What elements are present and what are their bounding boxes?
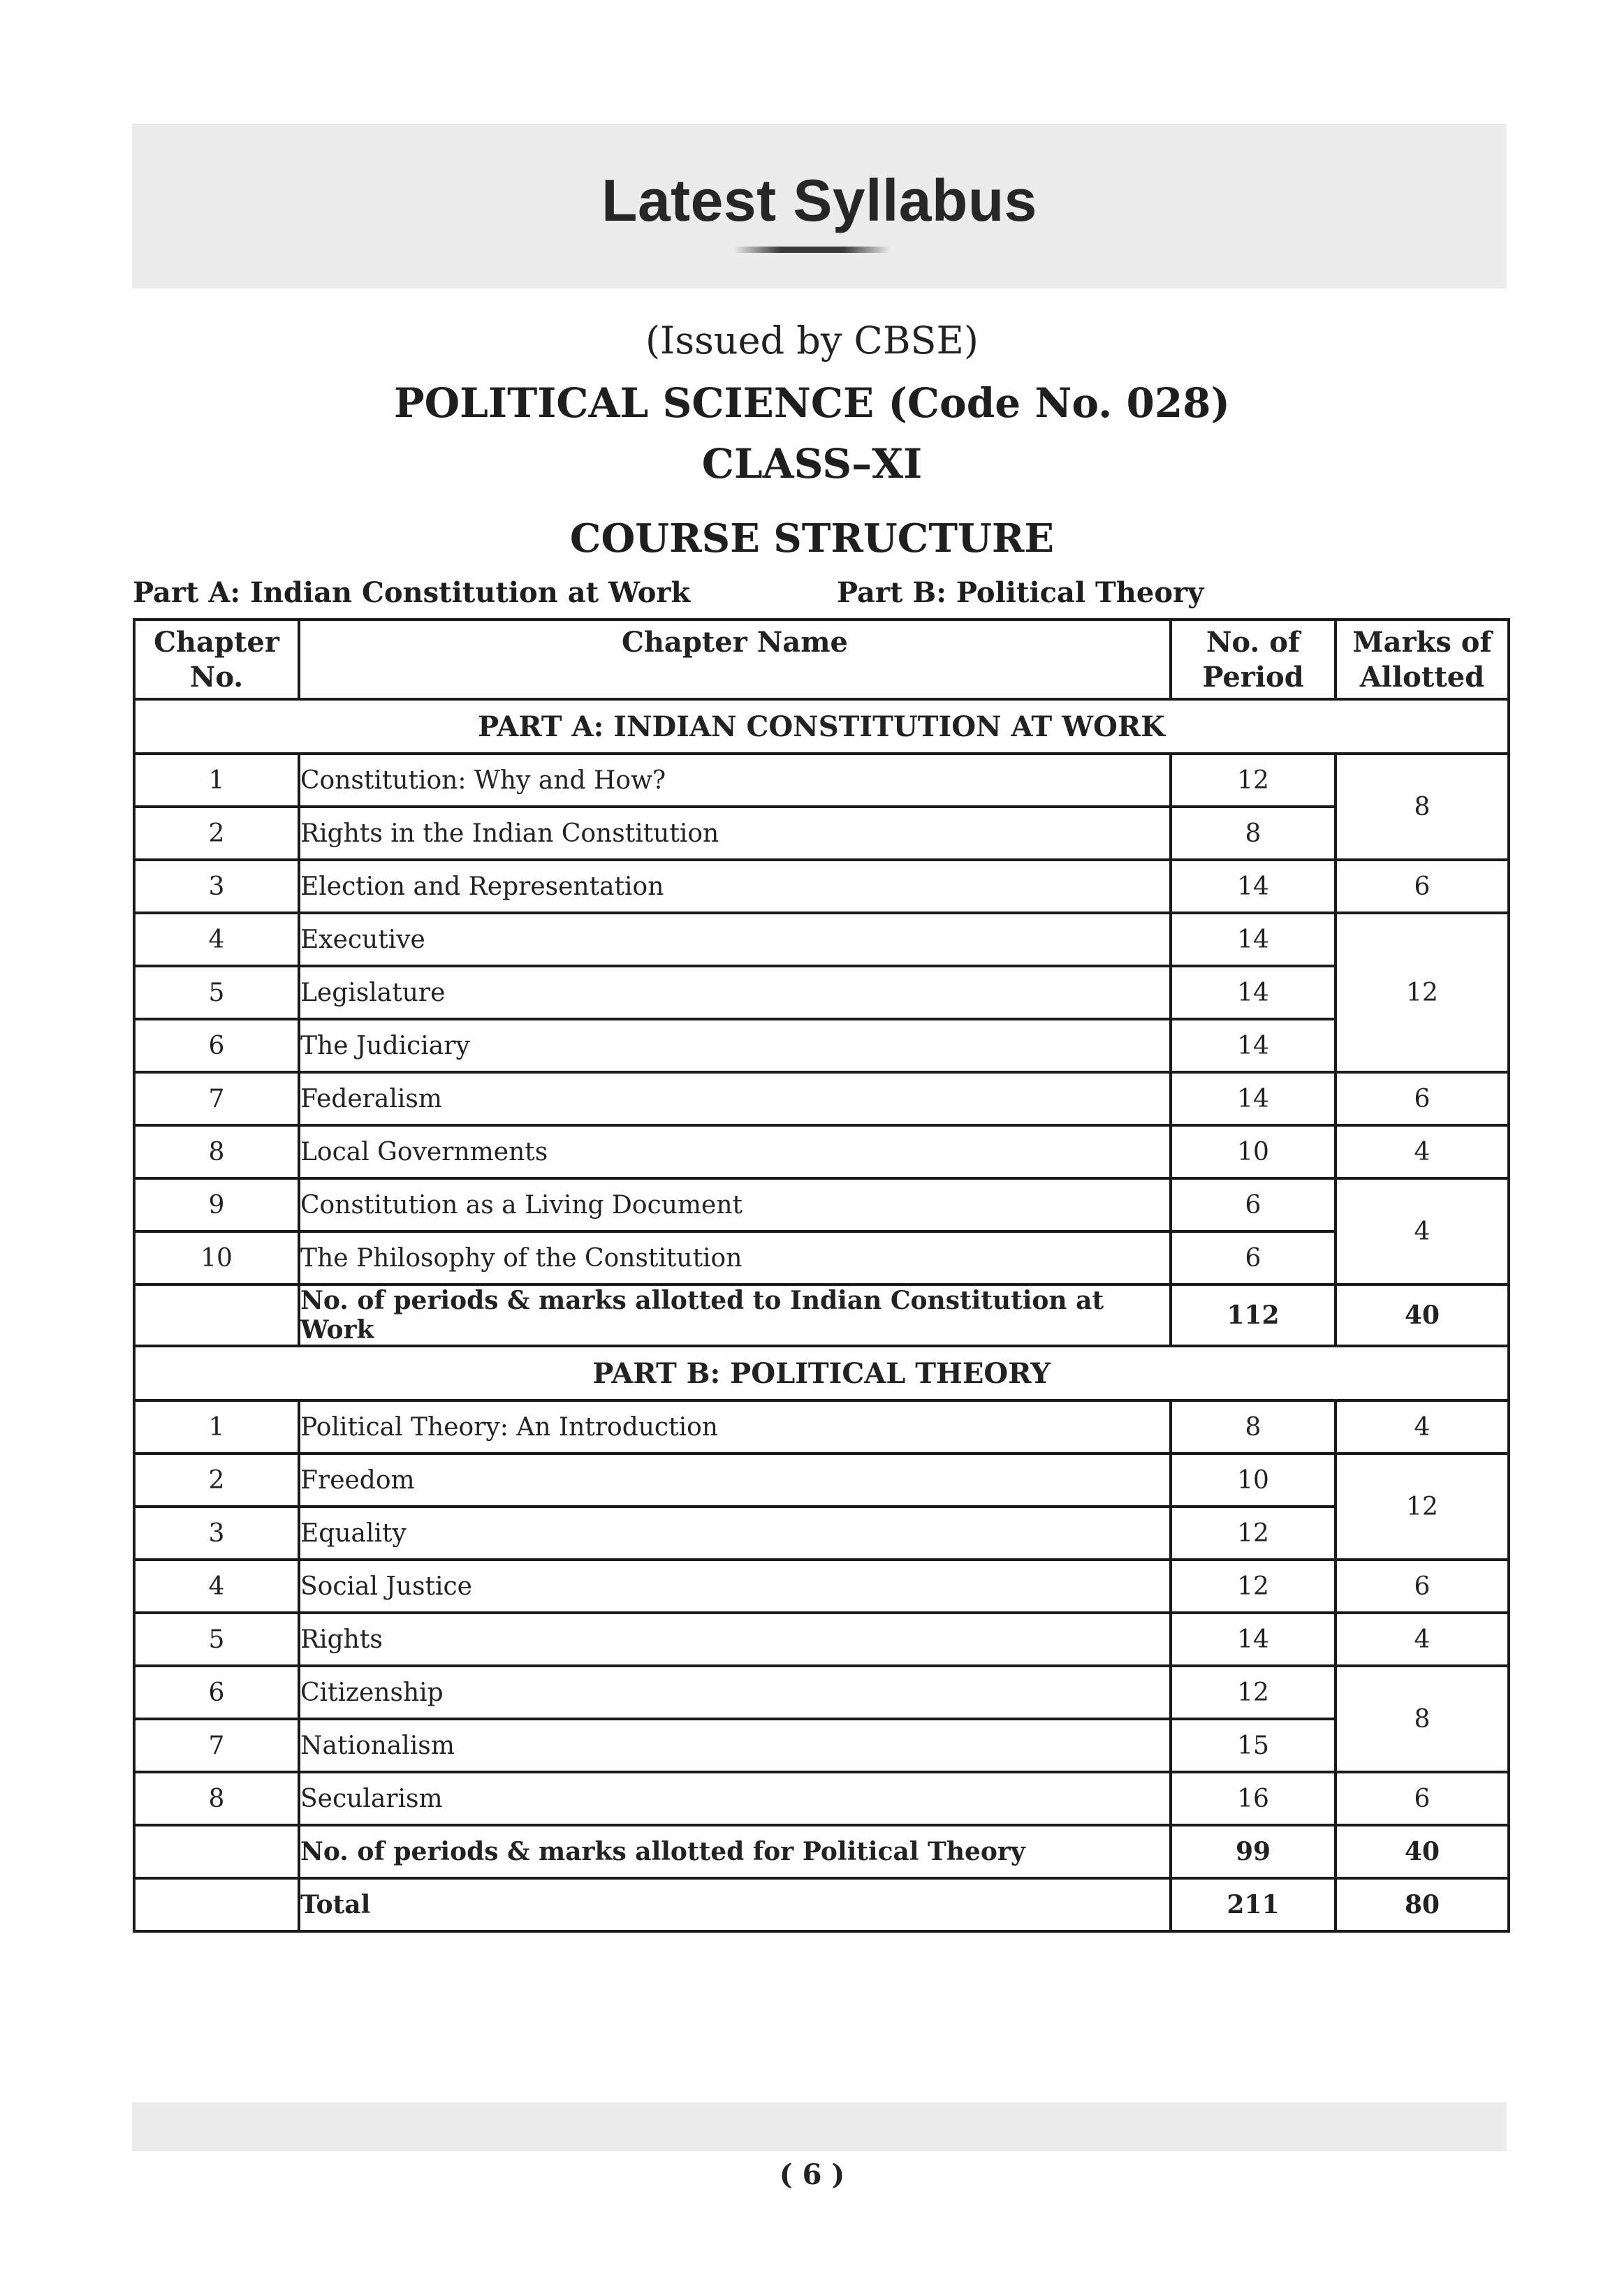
chapter-periods: 16: [1171, 1772, 1336, 1825]
subject-title: POLITICAL SCIENCE (Code No. 028): [394, 379, 1230, 427]
chapter-name: Citizenship: [299, 1666, 1171, 1719]
part-a-heading: PART A: INDIAN CONSTITUTION AT WORK: [134, 699, 1509, 754]
chapter-marks: 6: [1336, 1772, 1509, 1825]
summary-periods: 112: [1171, 1284, 1336, 1346]
chapter-name: Executive: [299, 913, 1171, 966]
chapter-no: 4: [134, 913, 299, 966]
table-row: [134, 1072, 1509, 1125]
part-b-label: Part B: Political Theory: [837, 576, 1204, 609]
chapter-name: The Philosophy of the Constitution: [299, 1231, 1171, 1284]
header-chapter-no: Chapter No.: [134, 620, 299, 699]
chapter-name: Rights in the Indian Constitution: [299, 807, 1171, 860]
table-row: [134, 1178, 1509, 1231]
chapter-marks: 8: [1336, 1666, 1509, 1772]
issued-by-line: (Issued by CBSE): [645, 319, 979, 363]
summary-empty-cell: [134, 1284, 299, 1346]
chapter-marks: 4: [1336, 1178, 1509, 1284]
chapter-periods: 10: [1171, 1454, 1336, 1507]
footer-bar: [132, 2102, 1507, 2151]
chapter-periods: 10: [1171, 1125, 1336, 1178]
table-row: [134, 1125, 1509, 1178]
chapter-no: 3: [134, 1507, 299, 1560]
page-number: ( 6 ): [779, 2158, 845, 2191]
chapter-name: Political Theory: An Introduction: [299, 1400, 1171, 1454]
chapter-marks: 12: [1336, 1454, 1509, 1560]
summary-periods: 99: [1171, 1825, 1336, 1878]
chapter-marks: 12: [1336, 913, 1509, 1072]
chapter-periods: 8: [1171, 807, 1336, 860]
table-row: [134, 1019, 1509, 1072]
chapter-name: Freedom: [299, 1454, 1171, 1507]
chapter-periods: 8: [1171, 1400, 1336, 1454]
chapter-periods: 15: [1171, 1719, 1336, 1772]
chapter-name: The Judiciary: [299, 1019, 1171, 1072]
chapter-name: Constitution as a Living Document: [299, 1178, 1171, 1231]
table-row: [134, 1719, 1509, 1772]
chapter-no: 8: [134, 1125, 299, 1178]
chapter-marks: 6: [1336, 1072, 1509, 1125]
table-row: [134, 966, 1509, 1019]
chapter-periods: 12: [1171, 754, 1336, 807]
chapter-no: 1: [134, 1400, 299, 1454]
table-row: [134, 860, 1509, 913]
chapter-name: Rights: [299, 1613, 1171, 1666]
table-row: [134, 1666, 1509, 1719]
table-row: [134, 1507, 1509, 1560]
chapter-no: 4: [134, 1560, 299, 1613]
total-row: [134, 1878, 1509, 1931]
summary-label: No. of periods & marks allotted for Political Theory: [299, 1825, 1171, 1878]
chapter-no: 1: [134, 754, 299, 807]
chapter-no: 7: [134, 1719, 299, 1772]
table-row: [134, 1772, 1509, 1825]
chapter-no: 3: [134, 860, 299, 913]
part-b-heading: PART B: POLITICAL THEORY: [134, 1346, 1509, 1400]
summary-empty-cell: [134, 1878, 299, 1931]
chapter-marks: 6: [1336, 1560, 1509, 1613]
chapter-name: Legislature: [299, 966, 1171, 1019]
table-header-row: [134, 620, 1509, 699]
chapter-marks: 4: [1336, 1613, 1509, 1666]
summary-marks: 40: [1336, 1284, 1509, 1346]
course-structure-heading: COURSE STRUCTURE: [569, 515, 1055, 562]
chapter-name: Election and Representation: [299, 860, 1171, 913]
header-marks: Marks of Allotted: [1336, 620, 1509, 699]
chapter-name: Constitution: Why and How?: [299, 754, 1171, 807]
chapter-periods: 12: [1171, 1507, 1336, 1560]
summary-marks: 40: [1336, 1825, 1509, 1878]
header-chapter-name: Chapter Name: [299, 620, 1171, 699]
chapter-periods: 6: [1171, 1231, 1336, 1284]
chapter-name: Secularism: [299, 1772, 1171, 1825]
chapter-periods: 6: [1171, 1178, 1336, 1231]
chapter-periods: 12: [1171, 1560, 1336, 1613]
course-structure-table: [133, 618, 1510, 1933]
banner-underline-decoration: [733, 247, 891, 253]
part-a-label: Part A: Indian Constitution at Work: [133, 576, 691, 609]
table-row: [134, 807, 1509, 860]
table-row: [134, 1560, 1509, 1613]
part-a-heading-row: [134, 699, 1509, 754]
chapter-periods: 12: [1171, 1666, 1336, 1719]
class-title: CLASS–XI: [701, 440, 923, 488]
table-row: [134, 913, 1509, 966]
chapter-no: 10: [134, 1231, 299, 1284]
table-row: [134, 754, 1509, 807]
table-row: [134, 1231, 1509, 1284]
chapter-no: 6: [134, 1666, 299, 1719]
chapter-periods: 14: [1171, 860, 1336, 913]
part-b-heading-row: [134, 1346, 1509, 1400]
chapter-no: 2: [134, 807, 299, 860]
chapter-no: 6: [134, 1019, 299, 1072]
chapter-name: Equality: [299, 1507, 1171, 1560]
summary-label: No. of periods & marks allotted to Indian Constitution at Work: [299, 1284, 1171, 1346]
chapter-periods: 14: [1171, 1072, 1336, 1125]
chapter-no: 5: [134, 1613, 299, 1666]
chapter-name: Social Justice: [299, 1560, 1171, 1613]
table-row: [134, 1613, 1509, 1666]
total-label: Total: [299, 1878, 1171, 1931]
chapter-periods: 14: [1171, 966, 1336, 1019]
chapter-marks: 4: [1336, 1400, 1509, 1454]
table-row: [134, 1400, 1509, 1454]
part-b-summary-row: [134, 1825, 1509, 1878]
part-a-summary-row: [134, 1284, 1509, 1346]
total-marks: 80: [1336, 1878, 1509, 1931]
chapter-no: 7: [134, 1072, 299, 1125]
chapter-name: Local Governments: [299, 1125, 1171, 1178]
table-row: [134, 1454, 1509, 1507]
total-periods: 211: [1171, 1878, 1336, 1931]
chapter-name: Nationalism: [299, 1719, 1171, 1772]
chapter-periods: 14: [1171, 1019, 1336, 1072]
syllabus-banner: [132, 124, 1507, 288]
chapter-no: 9: [134, 1178, 299, 1231]
chapter-no: 8: [134, 1772, 299, 1825]
summary-empty-cell: [134, 1825, 299, 1878]
chapter-no: 2: [134, 1454, 299, 1507]
chapter-periods: 14: [1171, 913, 1336, 966]
chapter-marks: 6: [1336, 860, 1509, 913]
chapter-no: 5: [134, 966, 299, 1019]
chapter-marks: 4: [1336, 1125, 1509, 1178]
header-periods: No. of Period: [1171, 620, 1336, 699]
banner-title: Latest Syllabus: [601, 168, 1037, 233]
chapter-marks: 8: [1336, 754, 1509, 860]
chapter-name: Federalism: [299, 1072, 1171, 1125]
chapter-periods: 14: [1171, 1613, 1336, 1666]
